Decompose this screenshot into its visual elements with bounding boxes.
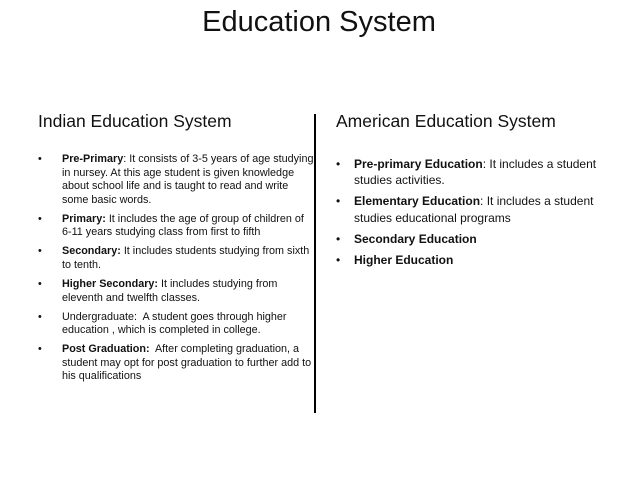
american-level-item-separator: : [480,194,487,209]
indian-system-heading: Indian Education System [38,111,232,131]
american-level-item-term: Higher Education [354,253,454,268]
american-level-item [330,252,630,268]
bullet-icon: • [336,253,341,268]
indian-level-item [38,311,316,338]
american-level-item-term: Elementary Education [354,194,481,209]
indian-level-item-description: It includes the age of group of children of 6-11 years studying class from first to fifth [62,212,304,239]
bullet-icon: • [38,343,42,356]
american-level-item [330,231,630,247]
bullet-icon: • [38,277,42,290]
american-level-item-term: Secondary Education [354,231,477,246]
indian-level-item-term: Higher Secondary: [62,277,158,290]
indian-level-item-description: It includes students studying from sixth to tenth. [62,245,310,271]
indian-level-item-term: Secondary: [62,245,121,258]
indian-level-item [38,213,316,240]
american-level-item [330,193,630,225]
indian-level-item [38,153,316,207]
american-system-heading: American Education System [336,111,556,131]
bullet-icon: • [38,245,42,258]
indian-level-item [38,245,316,272]
indian-level-item-separator: : [123,153,130,165]
indian-level-item-description: It includes studying from eleventh and twelfth classes. [62,277,278,304]
indian-level-item-description: After completing graduation, a student may opt for post graduation to further add to his qualifications [62,343,312,383]
american-system-list [330,156,630,273]
indian-level-item [38,278,316,305]
american-level-item-separator: : [482,157,490,171]
bullet-icon: • [38,310,42,323]
american-level-item-description: It includes a student studies activities. [354,157,597,188]
indian-level-item-description: It consists of 3-5 years of age studying in nursey. At this age student is given knowledge about school life and is taught to read and write some basic words. [62,153,314,206]
american-level-item-term: Pre-primary Education [354,157,483,171]
american-level-item-description: It includes a student studies educational programs [354,194,594,225]
indian-level-item [38,343,316,384]
slide-title: Education System [202,6,436,38]
american-level-item [330,156,630,188]
indian-level-item-description: A student goes through higher education , which is completed in college. [62,310,287,337]
bullet-icon: • [336,194,341,209]
bullet-icon: • [38,212,42,225]
indian-level-item-term: Post Graduation: [62,343,150,356]
bullet-icon: • [38,153,42,165]
bullet-icon: • [336,231,341,246]
indian-level-item-term: Pre-Primary [62,153,124,165]
indian-level-item-term: Undergraduate: [62,310,138,323]
bullet-icon: • [336,157,341,171]
indian-system-list [38,153,316,389]
indian-level-item-term: Primary: [62,212,106,225]
